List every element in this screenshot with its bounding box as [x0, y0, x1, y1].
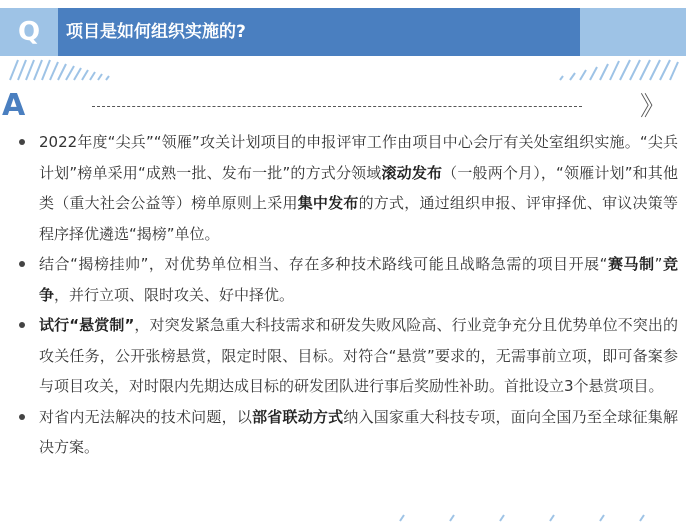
bullet-text: ” — [654, 255, 663, 273]
bullet-dot-icon — [19, 139, 25, 145]
bullet-bold-text: 竞争 — [39, 255, 678, 304]
bullet-bold-text: 部省联动方式 — [252, 407, 344, 426]
answer-bullet-list — [14, 127, 678, 463]
bullet-bold-text: 滚动发布 — [381, 163, 443, 182]
bullet-bold-text: 集中发布 — [297, 194, 359, 212]
bullet-text: 的方式，通过组织申报、评审择优、审议决策等程序择优遴选“揭榜”单位。 — [39, 194, 678, 243]
bullet-dot-icon — [19, 261, 25, 267]
title-bar-accent — [580, 8, 686, 56]
bullet-text: （一般两个月），“领雁计划”和其他类（重大社会公益等）榜单原则上采用 — [39, 163, 678, 212]
bullet-text: 对省内无法解决的技术问题，以 — [39, 407, 253, 426]
dash-decoration-bottom — [380, 512, 680, 522]
bullet-text: ，对突发紧急重大科技需求和研发失败风险高、行业竞争充分且优势单位不突出的攻关任务，公开张榜悬赏，限定时限、目标。对符合“悬赏”要求的，无需事前立项，即可备案参与项目攻关，对时限内先期达成目标的研发团队进行事后奖励性补助。首批设立3个悬赏项目。 — [39, 316, 678, 395]
stripe-decoration-left — [8, 58, 138, 82]
q-label: Q — [17, 17, 41, 47]
bullet-item — [14, 127, 678, 249]
a-label: A — [2, 88, 26, 123]
dashed-divider — [92, 106, 582, 107]
bullet-dot-icon — [19, 322, 25, 328]
bullet-text: 2022年度“尖兵”“领雁”攻关计划项目的申报评审工作由项目中心会厅有关处室组织实施。“尖兵计划”榜单采用“成熟一批、发布一批”的方式分领域 — [39, 133, 678, 182]
bullet-text: 结合“揭榜挂帅”，对优势单位相当、存在多种技术路线可能且战略急需的项目开展“ — [39, 255, 608, 273]
title-bar — [58, 8, 580, 56]
bullet-item — [14, 402, 678, 463]
page-title: 项目是如何组织实施的? — [66, 22, 246, 42]
bullet-text: ，并行立项、限时攻关、好中择优。 — [54, 285, 295, 304]
chevron-right-icon: 》 — [640, 92, 661, 122]
bullet-item — [14, 249, 678, 310]
bullet-text: 纳入国家重大科技专项，面向全国乃至全球征集解决方案。 — [39, 407, 678, 456]
bullet-bold-text: 试行“悬赏制” — [39, 316, 135, 334]
bullet-item — [14, 310, 678, 402]
bullet-bold-text: 赛马制 — [607, 255, 655, 273]
bullet-dot-icon — [19, 414, 25, 420]
q-badge — [0, 8, 58, 56]
stripe-decoration-right — [520, 58, 680, 82]
